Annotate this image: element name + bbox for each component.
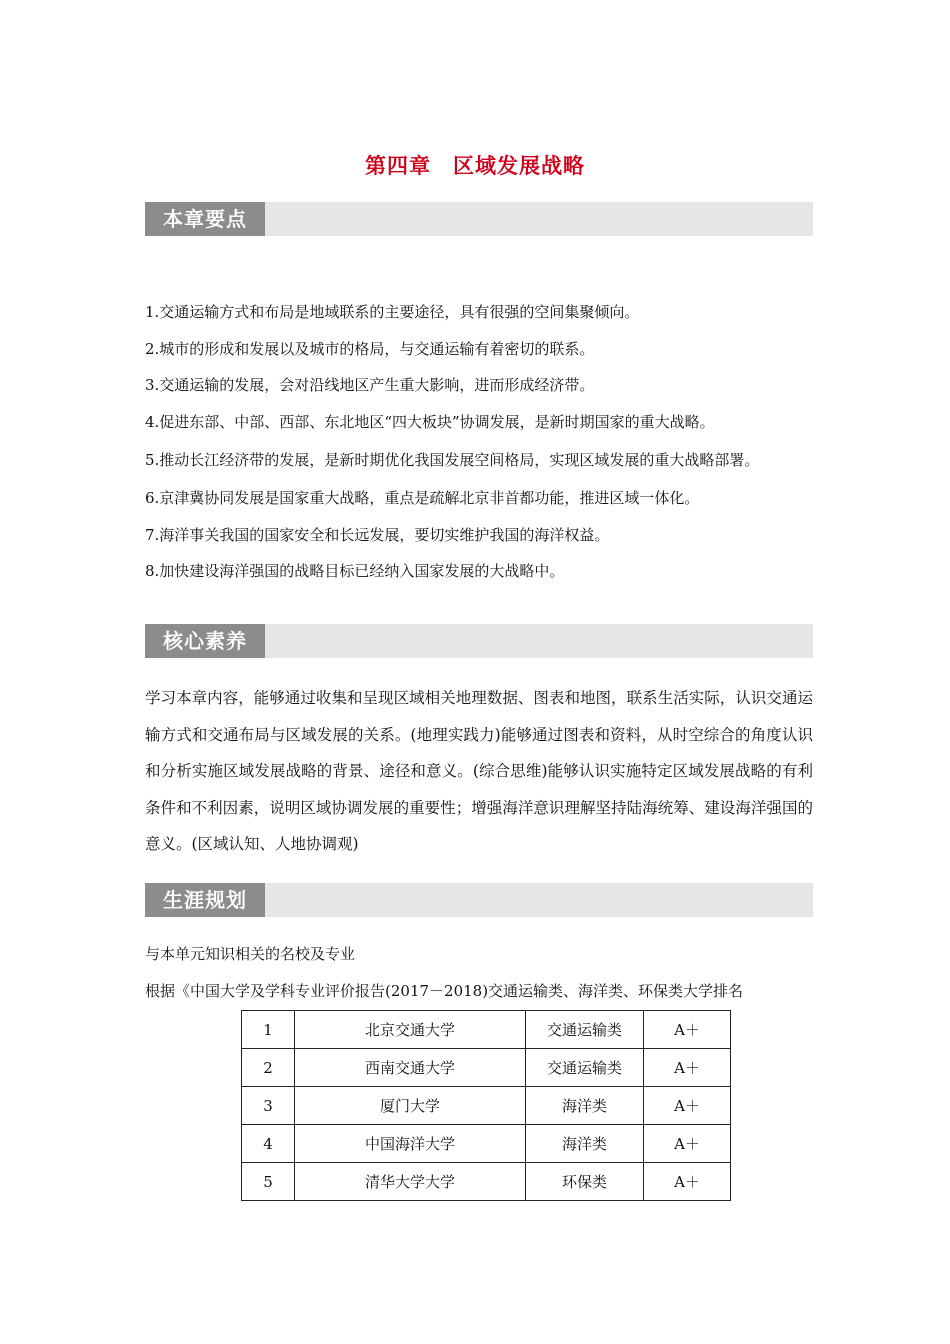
school-cell: 北京交通大学 <box>295 1011 526 1049</box>
key-point: 2.城市的形成和发展以及城市的格局，与交通运输有着密切的联系。 <box>145 339 595 358</box>
key-point: 1.交通运输方式和布局是地域联系的主要途径，具有很强的空间集聚倾向。 <box>145 303 640 321</box>
table-row <box>242 1163 731 1201</box>
school-cell: 清华大学大学 <box>295 1163 526 1201</box>
key-point: 5.推动长江经济带的发展，是新时期优化我国发展空间格局，实现区域发展的重大战略部署。 <box>145 451 760 469</box>
section-label: 生涯规划 <box>145 883 265 917</box>
key-point: 8.加快建设海洋强国的战略目标已经纳入国家发展的大战略中。 <box>145 562 565 580</box>
section-header-core-competency <box>145 624 813 658</box>
grade-cell: A＋ <box>644 1125 731 1163</box>
grade-cell: A＋ <box>644 1049 731 1087</box>
section-header-key-points <box>145 202 813 236</box>
rank-cell: 1 <box>242 1011 295 1049</box>
table-row <box>242 1049 731 1087</box>
rank-cell: 5 <box>242 1163 295 1201</box>
table-row <box>242 1011 731 1049</box>
key-point: 4.促进东部、中部、西部、东北地区“四大板块”协调发展，是新时期国家的重大战略。 <box>145 412 715 431</box>
school-cell: 西南交通大学 <box>295 1049 526 1087</box>
category-cell: 交通运输类 <box>526 1011 644 1049</box>
table-row <box>242 1087 731 1125</box>
school-cell: 中国海洋大学 <box>295 1125 526 1163</box>
ranking-source: 根据《中国大学及学科专业评价报告(2017－2018)交通运输类、海洋类、环保类大学排名 <box>145 982 744 1000</box>
rank-cell: 3 <box>242 1087 295 1125</box>
career-intro: 与本单元知识相关的名校及专业 <box>145 945 356 963</box>
key-point: 3.交通运输的发展，会对沿线地区产生重大影响，进而形成经济带。 <box>145 376 595 394</box>
section-label: 核心素养 <box>145 624 265 658</box>
section-label: 本章要点 <box>145 202 265 236</box>
grade-cell: A＋ <box>644 1011 731 1049</box>
school-cell: 厦门大学 <box>295 1087 526 1125</box>
key-point: 7.海洋事关我国的国家安全和长远发展，要切实维护我国的海洋权益。 <box>145 525 610 544</box>
grade-cell: A＋ <box>644 1163 731 1201</box>
section-header-career <box>145 883 813 917</box>
rank-cell: 4 <box>242 1125 295 1163</box>
category-cell: 海洋类 <box>526 1087 644 1125</box>
chapter-title: 第四章 区域发展战略 <box>365 154 585 178</box>
rank-cell: 2 <box>242 1049 295 1087</box>
category-cell: 海洋类 <box>526 1125 644 1163</box>
category-cell: 交通运输类 <box>526 1049 644 1087</box>
key-points-list <box>145 294 813 590</box>
core-competency-text: 学习本章内容，能够通过收集和呈现区域相关地理数据、图表和地图，联系生活实际，认识交通运输方式和交通布局与区域发展的关系。(地理实践力)能够通过图表和资料，从时空综合的角度认识和分析实施区域发展战略的背景、途径和意义。(综合思维)能够认识实施特定区域发展战略的有利条件和不利因素，说明区域协调发展的重要性；增强海洋意识理解坚持陆海统筹、建设海洋强国的意义。(区域认知、人地协调观) <box>145 689 813 853</box>
category-cell: 环保类 <box>526 1163 644 1201</box>
table-row <box>242 1125 731 1163</box>
grade-cell: A＋ <box>644 1087 731 1125</box>
key-point: 6.京津冀协同发展是国家重大战略，重点是疏解北京非首都功能，推进区域一体化。 <box>145 489 700 507</box>
university-ranking-table <box>241 1010 731 1201</box>
